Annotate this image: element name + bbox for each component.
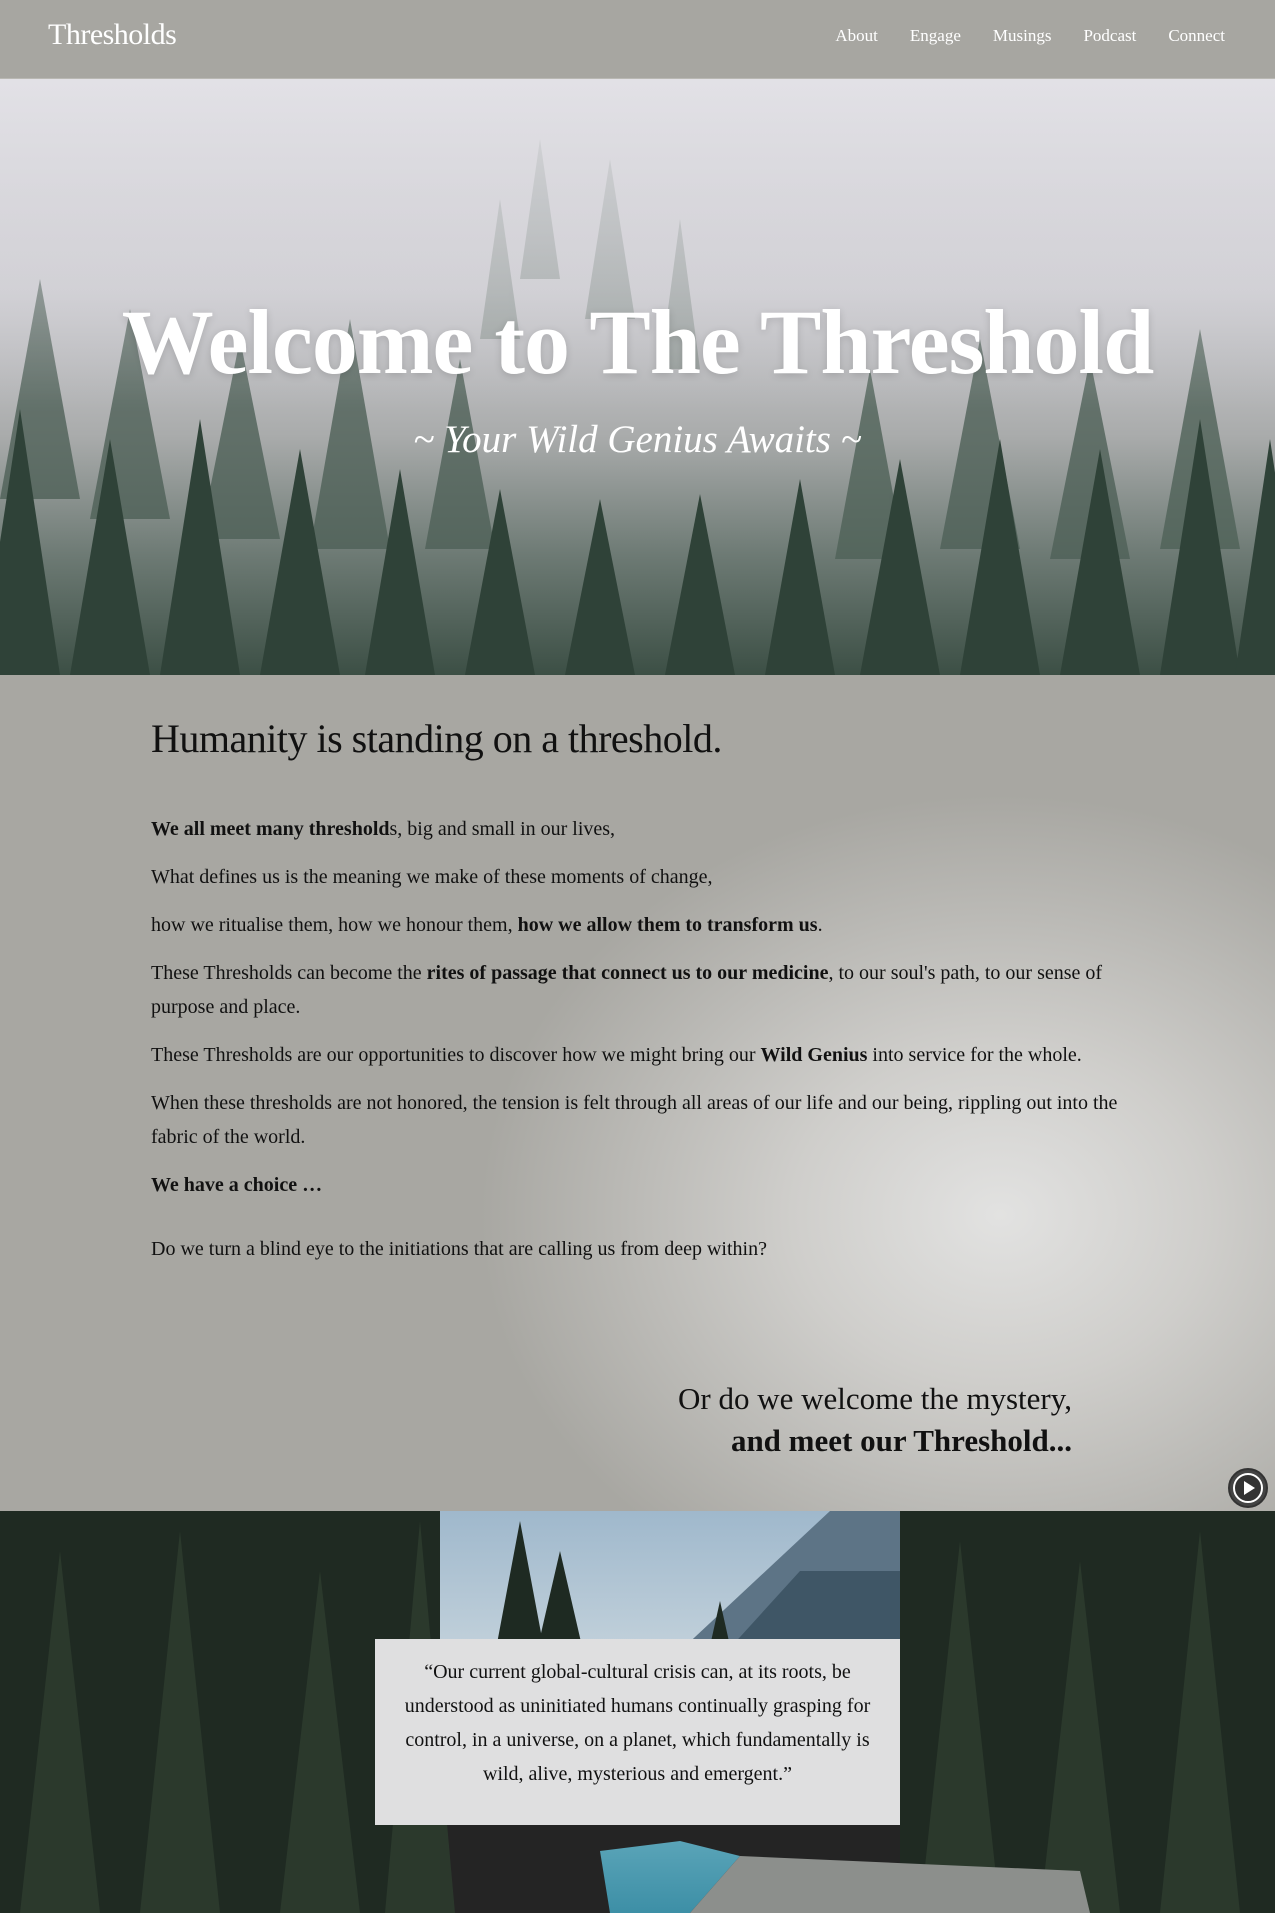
site-brand[interactable]: Thresholds [48, 18, 177, 51]
closing-line-1: Or do we welcome the mystery, [678, 1381, 1072, 1416]
nav-link-connect[interactable]: Connect [1168, 26, 1225, 45]
p3-start: how we ritualise them, how we honour them, [151, 914, 518, 936]
p7-bold: We have a choice … [151, 1174, 323, 1196]
intro-heading: Humanity is standing on a threshold. [151, 716, 722, 761]
p3-bold: how we allow them to transform us [517, 914, 818, 936]
p5-bold: Wild Genius [760, 1044, 868, 1066]
intro-paragraph-2: What defines us is the meaning we make of these moments of change, [151, 866, 713, 888]
intro-section [0, 675, 1275, 1511]
intro-paragraph-6: When these thresholds are not honored, the tension is felt through all areas of our life and our being, rippling out into the fabric of the world. [151, 1092, 1118, 1148]
play-circle-icon[interactable] [1228, 1468, 1268, 1508]
nav-link-engage[interactable]: Engage [909, 26, 961, 45]
intro-paragraph-4 [151, 956, 1131, 1024]
play-icon-inner [1233, 1473, 1263, 1503]
nav-link-musings[interactable]: Musings [992, 26, 1052, 45]
p4-end: , to our soul's path, to our sense of purpose and place. [151, 962, 1103, 1018]
p3-end: . [817, 914, 823, 936]
p1-bold: We all meet many threshold [151, 818, 390, 840]
intro-paragraph-8: Do we turn a blind eye to the initiations that are calling us from deep within? [151, 1238, 767, 1260]
hero-banner [0, 79, 1275, 675]
intro-paragraph-7 [151, 1168, 1131, 1202]
closing-line-2: and meet our Threshold... [730, 1423, 1072, 1458]
intro-paragraph-1 [151, 812, 1131, 846]
intro-paragraph-3 [151, 908, 1131, 942]
nav-link-about[interactable]: About [835, 26, 878, 45]
quote-box: “Our current global-cultural crisis can, at its roots, be understood as uninitiated humans continually grasping for control, in a universe, on a planet, which fundamentally is wild, alive, mysterious and emergent.” [375, 1639, 900, 1825]
top-navigation [0, 0, 1275, 79]
p1-rest: s, big and small in our lives, [389, 818, 616, 840]
hero-title: Welcome to The Threshold [121, 291, 1154, 393]
p4-bold: rites of passage that connect us to our medicine [426, 962, 829, 984]
hero-subtitle: ~ Your Wild Genius Awaits ~ [413, 418, 862, 461]
play-triangle-icon [1244, 1481, 1255, 1495]
intro-paragraph-5 [151, 1038, 1131, 1072]
quote-section [0, 1511, 1275, 1913]
p5-start: These Thresholds are our opportunities to discover how we might bring our [151, 1044, 761, 1066]
main-menu [835, 26, 1225, 46]
nav-link-podcast[interactable]: Podcast [1083, 26, 1137, 45]
p4-start: These Thresholds can become the [151, 962, 427, 984]
p5-end: into service for the whole. [867, 1044, 1082, 1066]
